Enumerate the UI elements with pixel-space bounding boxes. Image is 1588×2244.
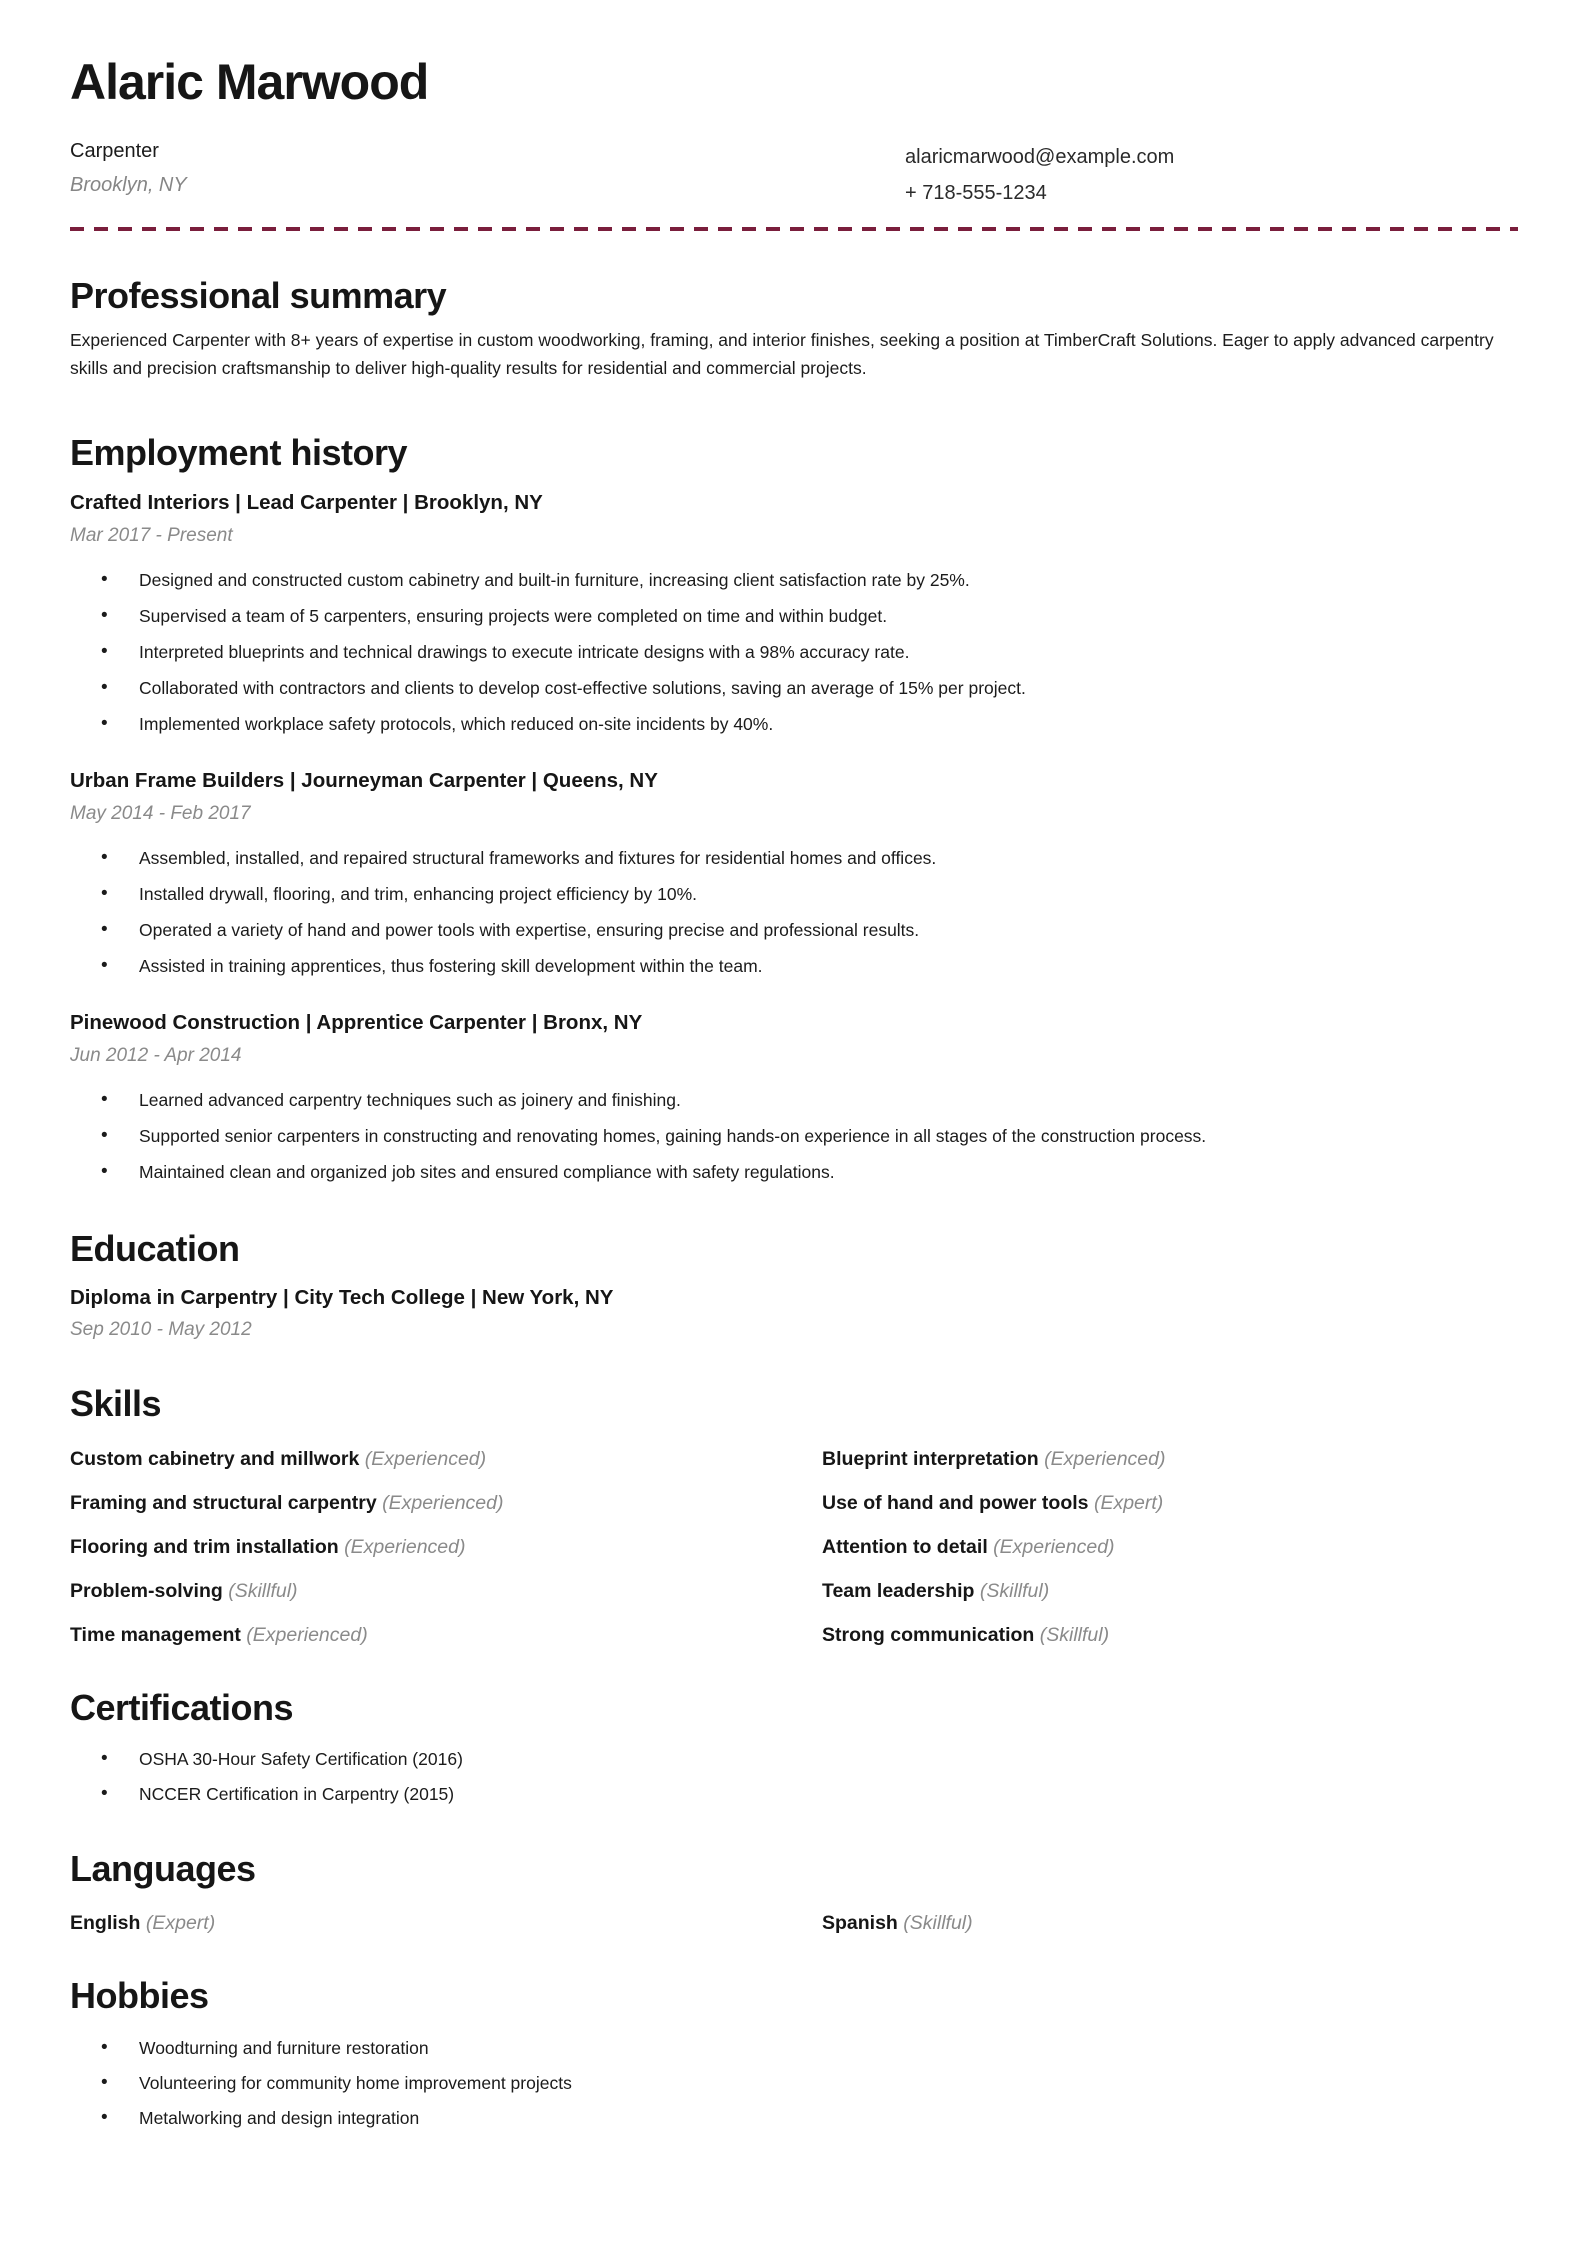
job-bullet-list [70, 845, 1518, 980]
candidate-job-title: Carpenter [70, 140, 159, 162]
section-summary [70, 275, 1518, 382]
skill-name: Flooring and trim installation [70, 1535, 339, 1558]
language-name: English [70, 1912, 141, 1935]
certification-item: • NCCER Certification in Carpentry (2015) [70, 1781, 1518, 1808]
job-entry [70, 768, 1518, 980]
section-certifications [70, 1687, 1518, 1808]
skill-level: (Experienced) [344, 1535, 466, 1558]
candidate-location: Brooklyn, NY [70, 174, 187, 196]
skill-item [70, 1579, 822, 1603]
hobbies-heading: Hobbies [70, 1975, 209, 2017]
skill-level: (Experienced) [993, 1535, 1115, 1558]
skill-level: (Expert) [1093, 1491, 1164, 1514]
skill-name: Time management [70, 1623, 241, 1646]
job-bullet: • Supervised a team of 5 carpenters, ensuring projects were completed on time and within budget. [70, 603, 1518, 630]
job-title-line: Pinewood Construction | Apprentice Carpenter | Bronx, NY [70, 1010, 643, 1034]
hobby-item: • Volunteering for community home improvement projects [70, 2070, 1518, 2097]
skill-name: Team leadership [822, 1579, 975, 1602]
skill-level: (Skillful) [1039, 1623, 1110, 1646]
skill-item [822, 1579, 1518, 1603]
contact-block [905, 139, 1174, 211]
skill-level: (Experienced) [382, 1491, 504, 1514]
section-skills [70, 1383, 1518, 1646]
skill-item [822, 1535, 1518, 1559]
certification-item: • OSHA 30-Hour Safety Certification (2016) [70, 1746, 1518, 1773]
section-employment [70, 432, 1518, 1185]
resume-header [70, 54, 1518, 204]
job-bullet: • Collaborated with contractors and clients to develop cost-effective solutions, saving an average of 15% per project. [70, 675, 1518, 702]
skills-heading: Skills [70, 1383, 162, 1425]
skill-level: (Experienced) [364, 1447, 487, 1470]
job-bullet: • Assembled, installed, and repaired structural frameworks and fixtures for residential homes and offices. [70, 845, 1518, 872]
language-name: Spanish [822, 1912, 898, 1935]
job-bullet: • Learned advanced carpentry techniques such as joinery and finishing. [70, 1087, 1518, 1114]
job-bullet: • Assisted in training apprentices, thus fostering skill development within the team. [70, 953, 1518, 980]
education-entry [70, 1285, 1518, 1341]
skills-grid [70, 1447, 1518, 1647]
languages-heading: Languages [70, 1847, 256, 1889]
job-entry [70, 490, 1518, 738]
job-bullet-list [70, 567, 1518, 738]
language-level: (Expert) [145, 1912, 216, 1935]
language-item [822, 1911, 1518, 1935]
skill-item [70, 1447, 822, 1471]
job-entry [70, 1010, 1518, 1186]
job-bullet: • Maintained clean and organized job sites and ensured compliance with safety regulations. [70, 1159, 1518, 1186]
summary-heading: Professional summary [70, 275, 447, 316]
skill-level: (Experienced) [1044, 1447, 1166, 1470]
skill-item [822, 1447, 1518, 1471]
job-bullet: • Installed drywall, flooring, and trim, enhancing project efficiency by 10%. [70, 881, 1518, 908]
degree-line: Diploma in Carpentry | City Tech College | New York, NY [70, 1286, 614, 1310]
job-dates: Mar 2017 - Present [70, 524, 233, 546]
skill-level: (Skillful) [979, 1579, 1050, 1602]
languages-grid [70, 1911, 1518, 1935]
certification-list [70, 1746, 1518, 1808]
skill-name: Problem-solving [70, 1579, 223, 1602]
skill-item [822, 1623, 1518, 1647]
job-dates: May 2014 - Feb 2017 [70, 802, 251, 824]
section-languages [70, 1848, 1518, 1935]
job-title-line: Urban Frame Builders | Journeyman Carpenter | Queens, NY [70, 768, 658, 792]
header-dashed-divider [70, 227, 1518, 231]
job-dates: Jun 2012 - Apr 2014 [70, 1044, 242, 1066]
hobby-list [70, 2035, 1518, 2132]
summary-body: Experienced Carpenter with 8+ years of expertise in custom woodworking, framing, and interior finishes, seeking a position at TimberCraft Solutions. Eager to apply advanced carpentry skills and precision craftsmanship to deliver high-quality results for residential and commercial projects. [70, 330, 1494, 379]
skill-name: Custom cabinetry and millwork [70, 1447, 360, 1470]
contact-email: alaricmarwood@example.com [905, 146, 1175, 168]
education-heading: Education [70, 1227, 240, 1269]
hobby-item: • Metalworking and design integration [70, 2105, 1518, 2132]
skill-name: Strong communication [822, 1623, 1035, 1646]
skill-name: Use of hand and power tools [822, 1491, 1089, 1514]
job-bullet: • Operated a variety of hand and power tools with expertise, ensuring precise and professional results. [70, 917, 1518, 944]
language-item [70, 1911, 822, 1935]
job-bullet: • Supported senior carpenters in constructing and renovating homes, gaining hands-on experience in all stages of the construction process. [70, 1123, 1518, 1150]
hobby-item: • Woodturning and furniture restoration [70, 2035, 1518, 2062]
candidate-name: Alaric Marwood [70, 54, 429, 110]
contact-phone: + 718-555-1234 [905, 182, 1047, 204]
section-education [70, 1228, 1518, 1341]
language-level: (Skillful) [903, 1912, 973, 1935]
skill-name: Framing and structural carpentry [70, 1491, 377, 1514]
job-title-line: Crafted Interiors | Lead Carpenter | Brooklyn, NY [70, 490, 543, 514]
skill-level: (Skillful) [228, 1579, 298, 1602]
job-bullet: • Interpreted blueprints and technical drawings to execute intricate designs with a 98% accuracy rate. [70, 639, 1518, 666]
job-bullet: • Designed and constructed custom cabinetry and built-in furniture, increasing client satisfaction rate by 25%. [70, 567, 1518, 594]
education-dates: Sep 2010 - May 2012 [70, 1319, 252, 1341]
job-bullet: • Implemented workplace safety protocols, which reduced on-site incidents by 40%. [70, 711, 1518, 738]
employment-heading: Employment history [70, 432, 408, 474]
job-bullet-list [70, 1087, 1518, 1186]
skill-item [70, 1491, 822, 1515]
skill-name: Blueprint interpretation [822, 1447, 1039, 1470]
skill-item [70, 1623, 822, 1647]
section-hobbies [70, 1975, 1518, 2131]
skill-item [822, 1491, 1518, 1515]
certifications-heading: Certifications [70, 1686, 294, 1728]
skill-name: Attention to detail [822, 1535, 988, 1558]
skill-item [70, 1535, 822, 1559]
skill-level: (Experienced) [246, 1623, 368, 1646]
